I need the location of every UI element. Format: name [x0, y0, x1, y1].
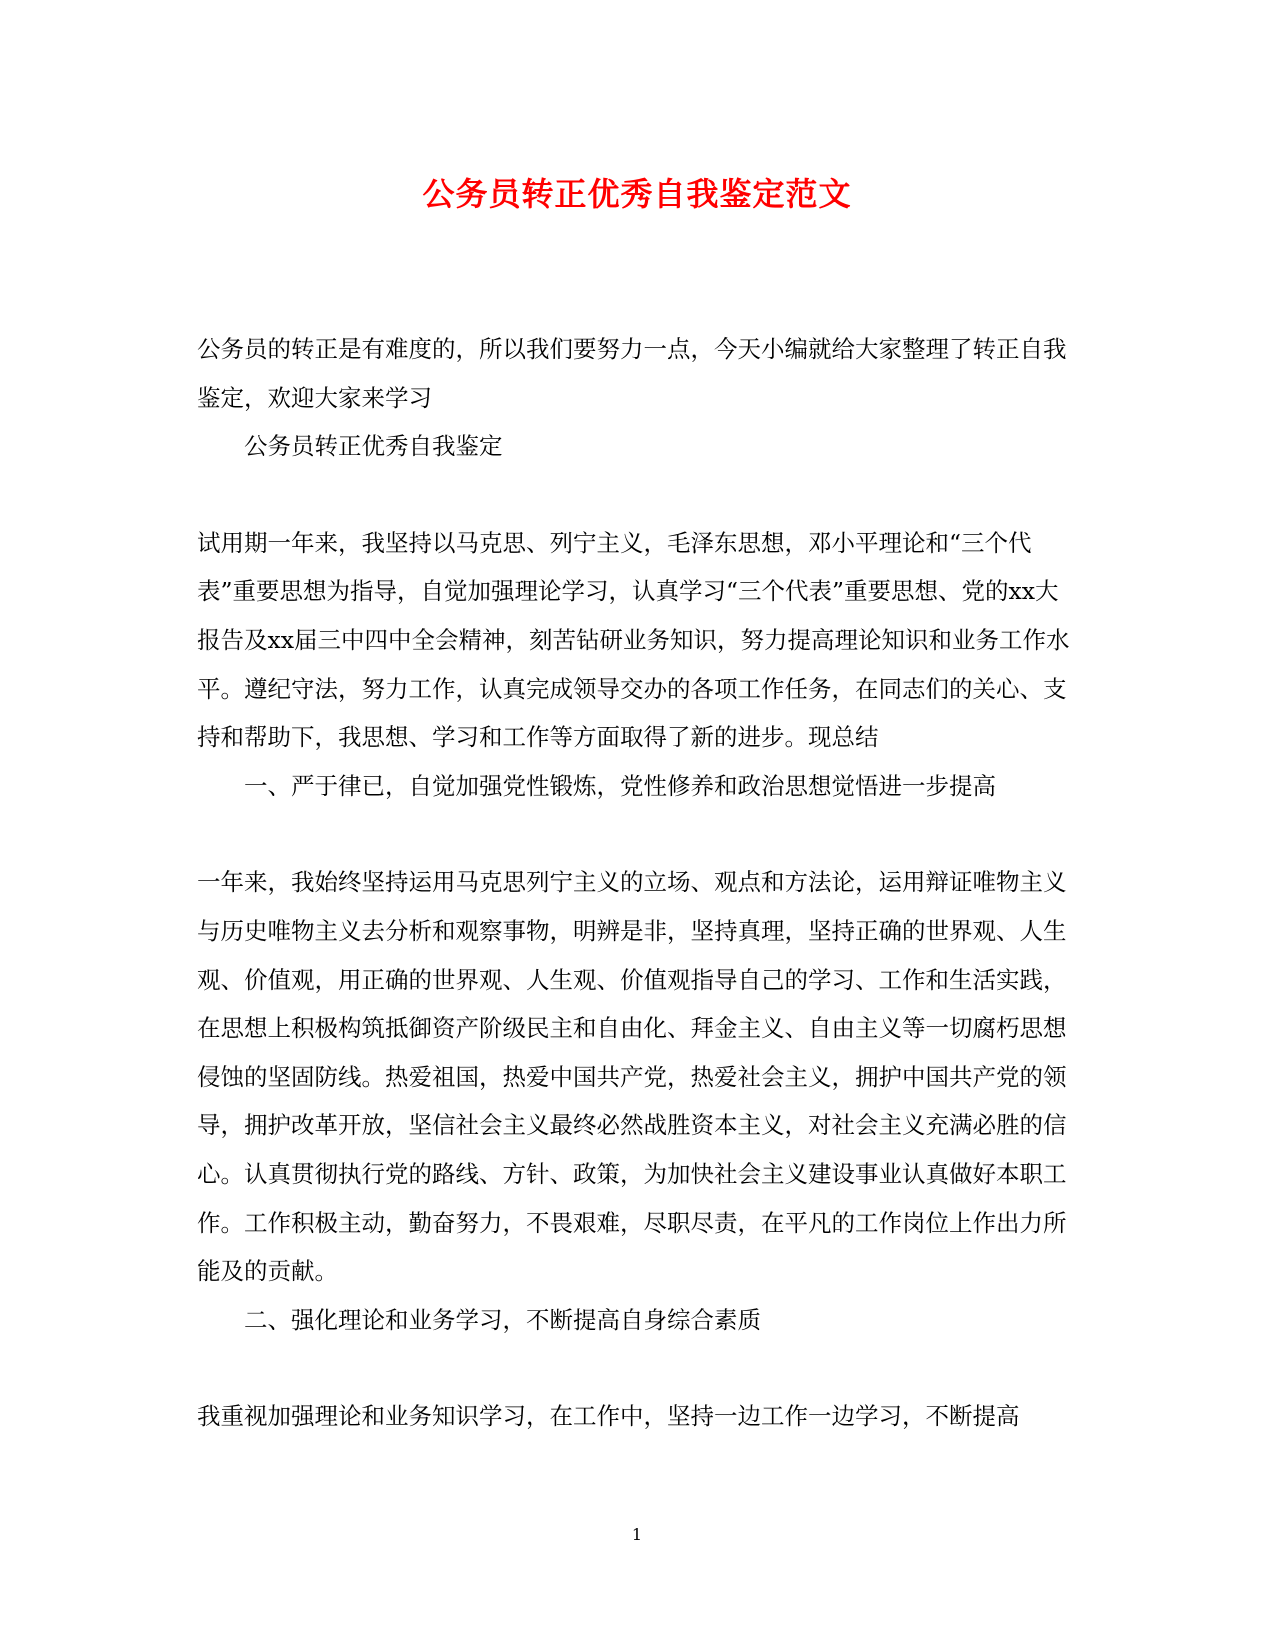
paragraph-2: 一年来，我始终坚持运用马克思列宁主义的立场、观点和方法论，运用辩证唯物主义与历史唯物主义去分析和观察事物，明辨是非，坚持真理，坚持正确的世界观、人生观、价值观，用正确的世界观、人生观、价值观指导自己的学习、工作和生活实践，在思想上积极构筑抵御资产阶级民主和自由化、拜金主义、自由主义等一切腐朽思想侵蚀的坚固防线。热爱祖国，热爱中国共产党，热爱社会主义，拥护中国共产党的领导，拥护改革开放，坚信社会主义最终必然战胜资本主义，对社会主义充满必胜的信心。认真贯彻执行党的路线、方针、政策，为加快社会主义建设事业认真做好本职工作。工作积极主动，勤奋努力，不畏艰难，尽职尽责，在平凡的工作岗位上作出力所能及的贡献。	[197, 868, 1067, 1286]
intro-paragraph: 公务员的转正是有难度的，所以我们要努力一点，今天小编就给大家整理了转正自我鉴定，欢迎大家来学习	[197, 335, 1067, 412]
paragraph-1: 试用期一年来，我坚持以马克思、列宁主义，毛泽东思想，邓小平理论和“三个代表”重要思想为指导，自觉加强理论学习，认真学习“三个代表”重要思想、党的xx大报告及xx届三中四中全会精神，刻苦钻研业务知识，努力提高理论知识和业务工作水平。遵纪守法，努力工作，认真完成领导交办的各项工作任务，在同志们的关心、支持和帮助下，我思想、学习和工作等方面取得了新的进步。现总结	[197, 528, 1070, 752]
paragraph-gap	[197, 1344, 1077, 1392]
page-number: 1	[631, 1525, 643, 1544]
paragraph-3: 我重视加强理论和业务知识学习，在工作中，坚持一边工作一边学习，不断提高	[197, 1402, 1020, 1431]
subtitle-heading: 公务员转正优秀自我鉴定	[244, 432, 503, 461]
paragraph-gap	[197, 471, 1077, 519]
section-heading-1: 一、严于律已，自觉加强党性锻炼，党性修养和政治思想觉悟进一步提高	[244, 771, 996, 800]
paragraph-gap	[197, 810, 1077, 858]
document-title: 公务员转正优秀自我鉴定范文	[422, 175, 852, 213]
document-body	[197, 325, 1077, 1441]
section-heading-2: 二、强化理论和业务学习，不断提高自身综合素质	[244, 1305, 761, 1334]
